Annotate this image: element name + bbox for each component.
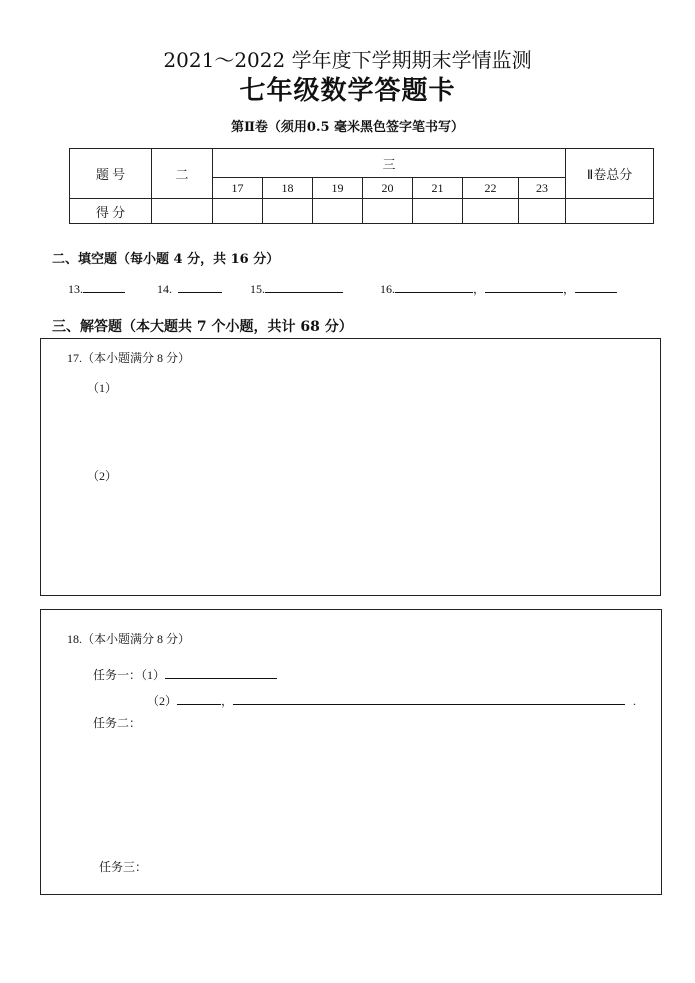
q18-task1-comma: ， [221, 694, 234, 708]
q18-task1-part2 [147, 692, 636, 709]
q18-task2: 任务二： [93, 716, 142, 730]
section-two-header: 二 [152, 149, 213, 199]
fill-q16 [380, 280, 617, 297]
section-three-header: 三 [213, 149, 566, 178]
fill-q13-blank[interactable] [83, 280, 125, 293]
answer-section-title: 三、解答题（本大题共 7 个小题，共计 68 分） [52, 319, 353, 335]
fill-q14 [157, 280, 222, 297]
total-score-header: Ⅱ卷总分 [566, 149, 654, 199]
fill-q16-comma-1: ， [473, 282, 486, 296]
exam-title: 2021～2022 学年度下学期期末学情监测 [163, 48, 532, 72]
q18-answer-box[interactable] [40, 609, 662, 895]
fill-q16-blank-2[interactable] [485, 280, 563, 293]
fill-q14-label: 14. [157, 282, 172, 296]
score-cell-20[interactable] [363, 199, 413, 224]
fill-q16-label: 16. [380, 282, 395, 296]
score-cell-total[interactable] [566, 199, 654, 224]
fill-q16-comma-2: ， [563, 282, 576, 296]
score-cell-17[interactable] [213, 199, 263, 224]
q18-task3: 任务三： [99, 860, 148, 874]
fill-section-title: 二、填空题（每小题 4 分，共 16 分） [52, 252, 280, 267]
fill-q16-blank-1[interactable] [395, 280, 473, 293]
score-cell-19[interactable] [313, 199, 363, 224]
question-number-cell: 19 [313, 178, 363, 199]
score-cell-18[interactable] [263, 199, 313, 224]
q18-task1-part2-label: （2） [147, 694, 178, 708]
fill-q15-blank[interactable] [265, 280, 343, 293]
q18-task1-label: 任务一：（1） [93, 668, 166, 682]
q17-answer-box[interactable] [40, 338, 661, 596]
question-number-cell: 17 [213, 178, 263, 199]
q17-part2: （2） [87, 469, 118, 483]
q18-task1-period: . [633, 694, 637, 708]
fill-q13 [68, 280, 125, 297]
fill-q16-blank-3[interactable] [575, 280, 617, 293]
question-number-cell: 23 [519, 178, 566, 199]
fill-q15 [250, 280, 343, 297]
fill-q15-label: 15. [250, 282, 265, 296]
q17-label: 17.（本小题满分 8 分） [67, 351, 191, 365]
fill-q14-blank[interactable] [178, 280, 222, 293]
fill-q13-label: 13. [68, 282, 83, 296]
question-number-cell: 21 [413, 178, 463, 199]
q18-label: 18.（本小题满分 8 分） [67, 632, 191, 646]
question-number-cell: 22 [463, 178, 519, 199]
q18-task1-blank-1[interactable] [165, 666, 277, 679]
answer-card-title: 七年级数学答题卡 [239, 76, 456, 106]
volume-instruction: 第Ⅱ卷（须用0.5 毫米黑色签字笔书写） [230, 120, 465, 135]
question-number-label: 题 号 [70, 149, 152, 199]
score-cell-two[interactable] [152, 199, 213, 224]
q17-part1: （1） [87, 381, 118, 395]
score-row-label: 得 分 [70, 199, 152, 224]
score-cell-21[interactable] [413, 199, 463, 224]
question-number-cell: 18 [263, 178, 313, 199]
score-cell-22[interactable] [463, 199, 519, 224]
score-cell-23[interactable] [519, 199, 566, 224]
score-table [69, 148, 654, 224]
q18-task1-blank-3[interactable] [233, 692, 625, 705]
q18-task1 [93, 666, 277, 683]
q18-task1-blank-2[interactable] [177, 692, 221, 705]
question-number-cell: 20 [363, 178, 413, 199]
